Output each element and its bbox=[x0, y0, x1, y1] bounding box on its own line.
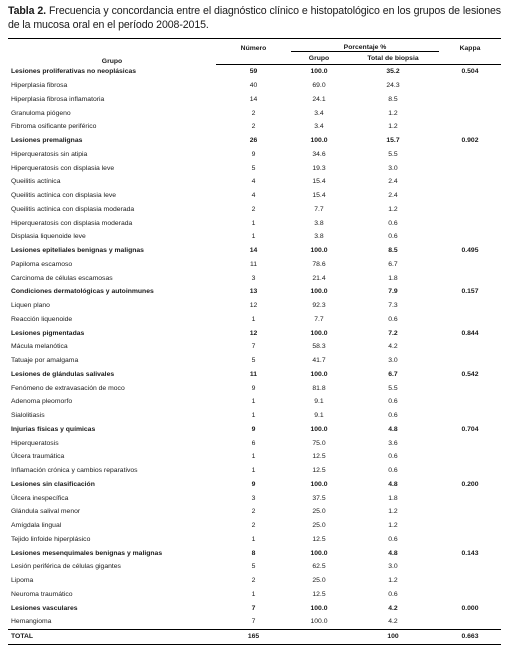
cell-kappa: 0.200 bbox=[461, 480, 479, 488]
table-row bbox=[8, 574, 501, 588]
cell-numero: 14 bbox=[249, 247, 258, 255]
table-row bbox=[8, 464, 501, 478]
cell-pct-grupo: 92.3 bbox=[312, 302, 326, 310]
cell-kappa bbox=[439, 340, 501, 354]
table-row bbox=[8, 381, 501, 395]
cell-kappa bbox=[439, 189, 501, 203]
group-row bbox=[8, 601, 501, 615]
cell-pct-total: 0.6 bbox=[388, 315, 398, 323]
cell-lesion-name: Papiloma escamoso bbox=[11, 260, 73, 268]
cell-numero: 5 bbox=[251, 357, 256, 365]
table-row bbox=[8, 560, 501, 574]
cell-pct-total: 1.2 bbox=[388, 123, 398, 131]
cell-lesion-name: Hiperqueratosis con displasia moderada bbox=[11, 219, 133, 227]
cell-pct-total: 2.4 bbox=[388, 178, 398, 186]
cell-pct-grupo: 100.0 bbox=[310, 604, 328, 612]
cell-pct-total: 35.2 bbox=[386, 68, 400, 76]
cell-lesion-name: Amígdala lingual bbox=[11, 522, 62, 530]
cell-numero: 2 bbox=[251, 123, 256, 131]
cell-pct-total: 5.5 bbox=[388, 384, 398, 392]
cell-kappa bbox=[439, 574, 501, 588]
cell-lesion-name: Lesiones sin clasificación bbox=[11, 480, 95, 488]
cell-pct-grupo: 34.6 bbox=[312, 150, 326, 158]
cell-lesion-name: Lesiones vasculares bbox=[11, 604, 78, 612]
cell-lesion-name: Fenómeno de extravasación de moco bbox=[11, 384, 125, 392]
group-row bbox=[8, 285, 501, 299]
cell-pct-total: 4.8 bbox=[388, 425, 398, 433]
cell-kappa: 0.143 bbox=[461, 549, 479, 557]
caption-text: Frecuencia y concordancia entre el diagnóstico clínico e histopatológico en los grupos de lesiones de la mucosa oral en el período 2008-2015. bbox=[8, 5, 501, 31]
cell-numero: 5 bbox=[251, 563, 256, 571]
table-row bbox=[8, 615, 501, 629]
cell-lesion-name: Lesiones premalignas bbox=[11, 137, 83, 145]
cell-numero: 7 bbox=[251, 618, 256, 626]
cell-lesion-name: Hiperqueratosis sin atipia bbox=[11, 150, 88, 158]
cell-pct-total: 6.7 bbox=[388, 370, 398, 378]
cell-pct-grupo: 12.5 bbox=[312, 453, 326, 461]
cell-lesion-name: Lesiones proliferativas no neoplásicas bbox=[11, 68, 137, 76]
cell-pct-grupo: 3.4 bbox=[314, 123, 324, 131]
cell-numero: 8 bbox=[251, 549, 256, 557]
cell-numero: 1 bbox=[251, 590, 256, 598]
cell-lesion-name: Lipoma bbox=[11, 577, 34, 585]
cell-pct-total: 3.6 bbox=[388, 439, 398, 447]
cell-lesion-name: Lesiones de glándulas salivales bbox=[11, 370, 115, 378]
cell-kappa bbox=[439, 588, 501, 602]
cell-kappa bbox=[439, 491, 501, 505]
cell-kappa bbox=[439, 120, 501, 134]
cell-lesion-name: Adenoma pleomorfo bbox=[11, 398, 73, 406]
cell-pct-total: 1.2 bbox=[388, 205, 398, 213]
cell-kappa: 0.495 bbox=[461, 247, 479, 255]
cell-pct-total: 1.2 bbox=[388, 577, 398, 585]
cell-pct-total: 3.0 bbox=[388, 357, 398, 365]
cell-pct-total: 0.6 bbox=[388, 467, 398, 475]
total-row bbox=[8, 629, 501, 644]
cell-numero: 2 bbox=[251, 508, 256, 516]
group-row bbox=[8, 134, 501, 148]
cell-pct-grupo bbox=[291, 629, 347, 644]
table-caption bbox=[8, 4, 501, 32]
table-row bbox=[8, 505, 501, 519]
cell-lesion-name: Hiperqueratosis con displasia leve bbox=[11, 164, 115, 172]
cell-pct-total: 1.2 bbox=[388, 522, 398, 530]
header-row bbox=[8, 39, 501, 52]
cell-numero: 7 bbox=[251, 604, 256, 612]
cell-lesion-name: Hiperqueratosis bbox=[11, 439, 59, 447]
table-row bbox=[8, 409, 501, 423]
cell-pct-total: 6.7 bbox=[388, 260, 398, 268]
cell-lesion-name: Queilitis actínica con displasia moderada bbox=[11, 205, 135, 213]
cell-kappa bbox=[439, 299, 501, 313]
cell-lesion-name: Inflamación crónica y cambios reparativos bbox=[11, 467, 138, 475]
cell-kappa bbox=[439, 216, 501, 230]
cell-lesion-name: Granuloma piógeno bbox=[11, 109, 71, 117]
cell-lesion-name: Tatuaje por amalgama bbox=[11, 357, 79, 365]
cell-pct-total: 100 bbox=[347, 629, 439, 644]
cell-pct-total: 0.6 bbox=[388, 590, 398, 598]
cell-numero: 13 bbox=[249, 288, 258, 296]
cell-kappa bbox=[439, 161, 501, 175]
table-row bbox=[8, 313, 501, 327]
cell-lesion-name: Sialolitiasis bbox=[11, 412, 45, 420]
group-row bbox=[8, 478, 501, 492]
cell-pct-grupo: 3.8 bbox=[314, 219, 324, 227]
cell-kappa bbox=[439, 381, 501, 395]
cell-pct-total: 0.6 bbox=[388, 535, 398, 543]
cell-kappa bbox=[439, 395, 501, 409]
cell-kappa: 0.000 bbox=[461, 604, 479, 612]
cell-pct-grupo: 81.8 bbox=[312, 384, 326, 392]
cell-pct-grupo: 9.1 bbox=[314, 398, 324, 406]
cell-pct-grupo: 12.5 bbox=[312, 590, 326, 598]
cell-numero: 1 bbox=[251, 398, 256, 406]
cell-lesion-name: Lesión periférica de células gigantes bbox=[11, 563, 121, 571]
table-row bbox=[8, 588, 501, 602]
cell-numero: 1 bbox=[251, 233, 256, 241]
cell-kappa bbox=[439, 203, 501, 217]
cell-pct-total: 0.6 bbox=[388, 219, 398, 227]
cell-kappa: 0.902 bbox=[461, 137, 479, 145]
cell-numero: 2 bbox=[251, 522, 256, 530]
cell-kappa bbox=[439, 230, 501, 244]
table-body bbox=[8, 65, 501, 645]
cell-pct-total: 4.2 bbox=[388, 618, 398, 626]
cell-pct-grupo: 75.0 bbox=[312, 439, 326, 447]
cell-pct-total: 0.6 bbox=[388, 398, 398, 406]
caption-label: Tabla 2. bbox=[8, 5, 47, 17]
cell-lesion-name: Glándula salival menor bbox=[11, 508, 81, 516]
subheader-grupo: Grupo bbox=[291, 52, 347, 65]
cell-pct-grupo: 100.0 bbox=[310, 68, 328, 76]
cell-pct-total: 15.7 bbox=[386, 137, 400, 145]
cell-pct-grupo: 12.5 bbox=[312, 467, 326, 475]
cell-lesion-name: Displasia liquenoide leve bbox=[11, 233, 86, 241]
cell-pct-grupo: 100.0 bbox=[310, 247, 328, 255]
cell-numero: 11 bbox=[249, 370, 258, 378]
table-row bbox=[8, 354, 501, 368]
group-row bbox=[8, 65, 501, 79]
table-row bbox=[8, 203, 501, 217]
cell-numero: 9 bbox=[251, 384, 256, 392]
table-row bbox=[8, 519, 501, 533]
cell-lesion-name: Lesiones pigmentadas bbox=[11, 329, 85, 337]
cell-kappa bbox=[439, 533, 501, 547]
cell-kappa: 0.157 bbox=[461, 288, 479, 296]
table-row bbox=[8, 299, 501, 313]
cell-pct-total: 7.9 bbox=[388, 288, 398, 296]
table-row bbox=[8, 189, 501, 203]
cell-kappa bbox=[439, 409, 501, 423]
cell-pct-total: 4.2 bbox=[388, 604, 398, 612]
cell-kappa bbox=[439, 464, 501, 478]
table-row bbox=[8, 450, 501, 464]
group-row bbox=[8, 326, 501, 340]
cell-numero: 12 bbox=[249, 302, 258, 310]
table-row bbox=[8, 395, 501, 409]
cell-kappa bbox=[439, 106, 501, 120]
cell-pct-total: 4.8 bbox=[388, 549, 398, 557]
cell-kappa bbox=[439, 519, 501, 533]
cell-numero: 4 bbox=[251, 178, 256, 186]
cell-lesion-name: Mácula melanótica bbox=[11, 343, 68, 351]
cell-kappa bbox=[439, 313, 501, 327]
cell-pct-total: 4.2 bbox=[388, 343, 398, 351]
cell-numero: 9 bbox=[251, 425, 256, 433]
cell-lesion-name: Hiperplasia fibrosa bbox=[11, 82, 68, 90]
cell-pct-grupo: 3.8 bbox=[314, 233, 324, 241]
table-row bbox=[8, 175, 501, 189]
cell-numero: 1 bbox=[251, 412, 256, 420]
cell-pct-total: 0.6 bbox=[388, 453, 398, 461]
cell-lesion-name: Tejido linfoide hiperplásico bbox=[11, 535, 91, 543]
table-row bbox=[8, 148, 501, 162]
cell-numero: 9 bbox=[251, 480, 256, 488]
cell-pct-grupo: 7.7 bbox=[314, 205, 324, 213]
cell-pct-grupo: 58.3 bbox=[312, 343, 326, 351]
group-row bbox=[8, 423, 501, 437]
cell-pct-grupo: 100.0 bbox=[310, 137, 328, 145]
cell-pct-total: 2.4 bbox=[388, 192, 398, 200]
cell-numero: 9 bbox=[251, 150, 256, 158]
cell-numero: 12 bbox=[249, 329, 258, 337]
header-porcentaje: Porcentaje % bbox=[291, 39, 439, 52]
subheader-numero-empty bbox=[216, 52, 291, 65]
table-row bbox=[8, 106, 501, 120]
cell-pct-grupo: 25.0 bbox=[312, 577, 326, 585]
cell-pct-grupo: 3.4 bbox=[314, 109, 324, 117]
cell-pct-grupo: 41.7 bbox=[312, 357, 326, 365]
cell-kappa: 0.704 bbox=[461, 425, 479, 433]
cell-numero: 1 bbox=[251, 219, 256, 227]
cell-numero: 3 bbox=[251, 274, 256, 282]
cell-pct-total: 1.2 bbox=[388, 109, 398, 117]
cell-numero: 1 bbox=[251, 453, 256, 461]
cell-numero: 6 bbox=[251, 439, 256, 447]
cell-pct-total: 8.5 bbox=[388, 95, 398, 103]
cell-pct-grupo: 25.0 bbox=[312, 522, 326, 530]
cell-kappa bbox=[439, 615, 501, 629]
cell-numero: 5 bbox=[251, 164, 256, 172]
cell-pct-total: 0.6 bbox=[388, 412, 398, 420]
cell-lesion-name: Injurias físicas y químicas bbox=[11, 425, 96, 433]
cell-numero: 1 bbox=[251, 315, 256, 323]
cell-kappa bbox=[439, 175, 501, 189]
cell-lesion-name: Úlcera inespecífica bbox=[11, 494, 69, 502]
cell-kappa bbox=[439, 79, 501, 93]
cell-pct-grupo: 78.6 bbox=[312, 260, 326, 268]
table-row bbox=[8, 340, 501, 354]
cell-lesion-name: Hemangioma bbox=[11, 618, 52, 626]
cell-kappa: 0.504 bbox=[461, 68, 479, 76]
cell-pct-total: 3.0 bbox=[388, 563, 398, 571]
table-row bbox=[8, 216, 501, 230]
cell-pct-total: 1.8 bbox=[388, 494, 398, 502]
cell-pct-total: 7.3 bbox=[388, 302, 398, 310]
cell-lesion-name: Carcinoma de células escamosas bbox=[11, 274, 113, 282]
cell-pct-grupo: 15.4 bbox=[312, 178, 326, 186]
cell-lesion-name: Reacción liquenoide bbox=[11, 315, 73, 323]
table-row bbox=[8, 161, 501, 175]
cell-numero: 165 bbox=[216, 629, 291, 644]
cell-kappa bbox=[439, 560, 501, 574]
cell-kappa bbox=[439, 450, 501, 464]
cell-kappa: 0.663 bbox=[439, 629, 501, 644]
cell-lesion-name: Hiperplasia fibrosa inflamatoria bbox=[11, 95, 105, 103]
cell-kappa bbox=[439, 505, 501, 519]
cell-numero: 26 bbox=[249, 137, 258, 145]
cell-numero: 4 bbox=[251, 192, 256, 200]
cell-pct-grupo: 9.1 bbox=[314, 412, 324, 420]
group-row bbox=[8, 244, 501, 258]
cell-pct-grupo: 21.4 bbox=[312, 274, 326, 282]
cell-lesion-name: Fibroma osificante periférico bbox=[11, 123, 97, 131]
group-row bbox=[8, 368, 501, 382]
cell-kappa bbox=[439, 93, 501, 107]
cell-numero: 2 bbox=[251, 205, 256, 213]
cell-numero: 1 bbox=[251, 467, 256, 475]
cell-lesion-name: TOTAL bbox=[8, 629, 216, 644]
header-grupo: Grupo bbox=[8, 39, 216, 65]
cell-pct-total: 1.2 bbox=[388, 508, 398, 516]
table-row bbox=[8, 230, 501, 244]
header-numero: Número bbox=[216, 39, 291, 52]
cell-lesion-name: Liquen plano bbox=[11, 302, 50, 310]
cell-numero: 40 bbox=[249, 82, 258, 90]
cell-pct-grupo: 100.0 bbox=[310, 549, 328, 557]
table-header bbox=[8, 39, 501, 65]
cell-kappa bbox=[439, 148, 501, 162]
cell-pct-grupo: 12.5 bbox=[312, 535, 326, 543]
cell-numero: 2 bbox=[251, 109, 256, 117]
cell-kappa bbox=[439, 258, 501, 272]
cell-numero: 1 bbox=[251, 535, 256, 543]
cell-lesion-name: Queilitis actínica bbox=[11, 178, 61, 186]
cell-kappa: 0.844 bbox=[461, 329, 479, 337]
cell-numero: 2 bbox=[251, 577, 256, 585]
cell-kappa: 0.542 bbox=[461, 370, 479, 378]
table-row bbox=[8, 533, 501, 547]
data-table bbox=[8, 38, 501, 645]
cell-pct-grupo: 19.3 bbox=[312, 164, 326, 172]
cell-kappa bbox=[439, 271, 501, 285]
cell-pct-grupo: 62.5 bbox=[312, 563, 326, 571]
cell-pct-grupo: 100.0 bbox=[310, 329, 328, 337]
cell-numero: 11 bbox=[249, 260, 258, 268]
cell-pct-total: 0.6 bbox=[388, 233, 398, 241]
cell-pct-grupo: 100.0 bbox=[310, 370, 328, 378]
cell-pct-grupo: 15.4 bbox=[312, 192, 326, 200]
table-row bbox=[8, 79, 501, 93]
cell-lesion-name: Úlcera traumática bbox=[11, 453, 65, 461]
cell-pct-grupo: 24.1 bbox=[312, 95, 326, 103]
cell-lesion-name: Condiciones dermatológicas y autoinmunes bbox=[11, 288, 154, 296]
cell-pct-grupo: 100.0 bbox=[310, 480, 328, 488]
table-row bbox=[8, 258, 501, 272]
cell-pct-grupo: 69.0 bbox=[312, 82, 326, 90]
cell-pct-grupo: 25.0 bbox=[312, 508, 326, 516]
cell-lesion-name: Lesiones epiteliales benignas y malignas bbox=[11, 247, 144, 255]
table-row bbox=[8, 491, 501, 505]
cell-pct-total: 8.5 bbox=[388, 247, 398, 255]
cell-pct-total: 7.2 bbox=[388, 329, 398, 337]
group-row bbox=[8, 546, 501, 560]
table-row bbox=[8, 120, 501, 134]
cell-numero: 59 bbox=[249, 68, 258, 76]
cell-kappa bbox=[439, 354, 501, 368]
cell-pct-total: 1.8 bbox=[388, 274, 398, 282]
cell-pct-total: 24.3 bbox=[386, 82, 400, 90]
cell-kappa bbox=[439, 436, 501, 450]
cell-lesion-name: Lesiones mesenquimales benignas y malignas bbox=[11, 549, 163, 557]
subheader-kappa-empty bbox=[439, 52, 501, 65]
cell-numero: 7 bbox=[251, 343, 256, 351]
cell-lesion-name: Queilitis actínica con displasia leve bbox=[11, 192, 117, 200]
cell-pct-total: 3.0 bbox=[388, 164, 398, 172]
table-row bbox=[8, 436, 501, 450]
cell-lesion-name: Neuroma traumático bbox=[11, 590, 73, 598]
cell-pct-total: 4.8 bbox=[388, 480, 398, 488]
header-kappa: Kappa bbox=[439, 39, 501, 52]
cell-pct-grupo: 100.0 bbox=[310, 288, 328, 296]
cell-pct-total: 5.5 bbox=[388, 150, 398, 158]
table-row bbox=[8, 271, 501, 285]
cell-pct-grupo: 7.7 bbox=[314, 315, 324, 323]
cell-numero: 3 bbox=[251, 494, 256, 502]
cell-pct-grupo: 37.5 bbox=[312, 494, 326, 502]
subheader-total-biopsia: Total de biopsia bbox=[347, 52, 439, 65]
cell-numero: 14 bbox=[249, 95, 258, 103]
cell-pct-grupo: 100.0 bbox=[310, 425, 328, 433]
cell-pct-grupo: 100.0 bbox=[310, 618, 328, 626]
table-row bbox=[8, 93, 501, 107]
